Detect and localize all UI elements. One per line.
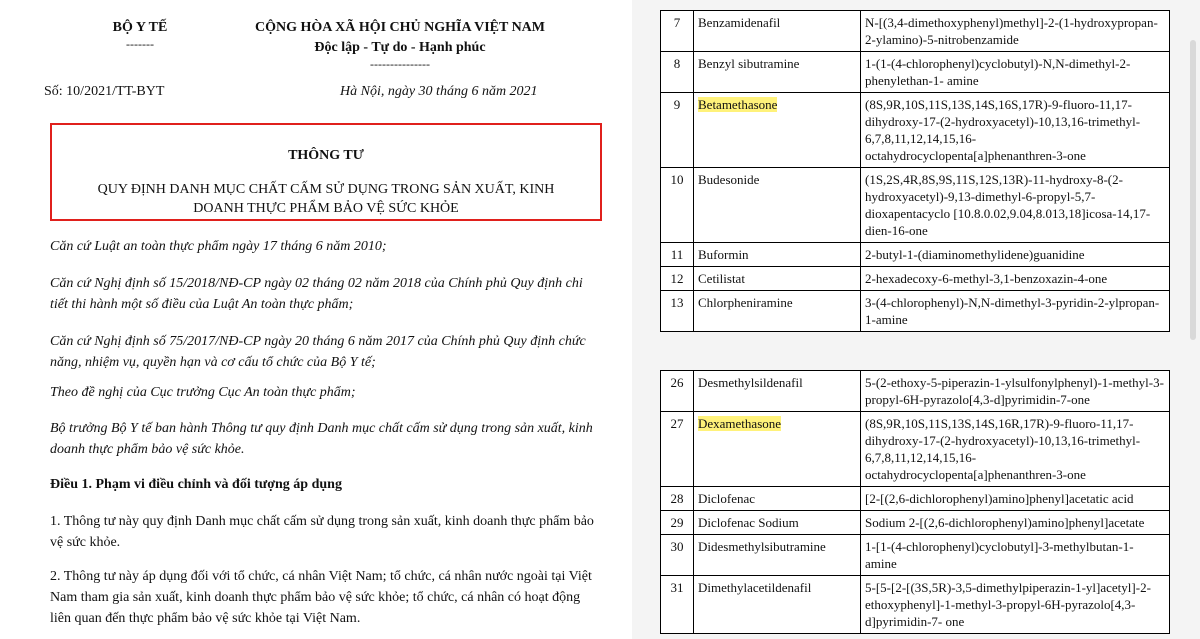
substance-name: Budesonide: [698, 172, 760, 187]
substance-name-cell: [694, 576, 861, 634]
row-number-cell: [661, 511, 694, 535]
substance-name: Diclofenac: [698, 491, 756, 506]
paragraph-legal-basis-3: Căn cứ Nghị định số 75/2017/NĐ-CP ngày 20 tháng 6 năm 2017 của Chính phủ Quy định chức năng, nhiệm vụ, quyền hạn và cơ cấu tổ chức của Bộ Y tế;: [50, 334, 586, 370]
table-row: [661, 576, 1170, 634]
substance-name-cell: [694, 412, 861, 487]
chemical-name-cell: [861, 11, 1170, 52]
row-number: 29: [670, 515, 684, 530]
row-number-cell: [661, 52, 694, 93]
chemical-name-cell: [861, 412, 1170, 487]
table-row: [661, 487, 1170, 511]
table-row: [661, 371, 1170, 412]
row-number: 31: [670, 580, 684, 595]
national-header: [220, 18, 580, 70]
substance-name: Cetilistat: [698, 271, 745, 286]
row-number-cell: [661, 11, 694, 52]
article-1-heading: Điều 1. Phạm vi điều chỉnh và đối tượng áp dụng: [50, 477, 342, 492]
motto: Độc lập - Tự do - Hạnh phúc: [314, 40, 486, 55]
row-number-cell: [661, 93, 694, 168]
chemical-name: 1-(1-(4-chlorophenyl)cyclobutyl)-N,N-dimethyl-2-phenylethan-1- amine: [865, 56, 1131, 88]
substance-name: Didesmethylsibutramine: [698, 539, 826, 554]
article-1-clause-1: 1. Thông tư này quy định Danh mục chất cấm sử dụng trong sản xuất, kinh doanh thực phẩm bảo vệ sức khỏe.: [50, 514, 594, 550]
chemical-name: 2-butyl-1-(diaminomethylidene)guanidine: [865, 247, 1085, 262]
ministry-name: BỘ Y TẾ: [112, 20, 168, 35]
ministry-separator: -------: [126, 37, 154, 51]
chemical-name-cell: [861, 511, 1170, 535]
row-number: 30: [670, 539, 684, 554]
row-number-cell: [661, 243, 694, 267]
paragraph-legal-basis-2: Căn cứ Nghị định số 15/2018/NĐ-CP ngày 02 tháng 02 năm 2018 của Chính phủ Quy định chi tiết thi hành một số điều của Luật An toàn thực phẩm;: [50, 276, 583, 312]
row-number-cell: [661, 535, 694, 576]
row-number: 7: [673, 15, 681, 30]
row-number: 11: [670, 247, 684, 262]
chemical-name: 5-(2-ethoxy-5-piperazin-1-ylsulfonylphenyl)-1-methyl-3-propyl-6H-pyrazolo[4,3-d]pyrimidin-7-one: [865, 375, 1164, 407]
substance-name: Betamethasone: [698, 97, 778, 112]
chemical-name: [2-[(2,6-dichlorophenyl)amino]phenyl]acetatic acid: [865, 491, 1134, 506]
row-number-cell: [661, 487, 694, 511]
row-number-cell: [661, 267, 694, 291]
scrollbar[interactable]: [1190, 40, 1196, 340]
substance-name-cell: [694, 168, 861, 243]
paragraph-legal-basis-1: Căn cứ Luật an toàn thực phẩm ngày 17 tháng 6 năm 2010;: [50, 239, 387, 254]
substance-table-panel: [632, 0, 1200, 639]
row-number: 13: [670, 295, 684, 310]
chemical-name-cell: [861, 291, 1170, 332]
table-row: [661, 243, 1170, 267]
substance-name: Diclofenac Sodium: [698, 515, 799, 530]
table-row: [661, 168, 1170, 243]
motto-separator: ---------------: [370, 57, 430, 71]
row-number-cell: [661, 291, 694, 332]
substance-name: Dimethylacetildenafil: [698, 580, 812, 595]
chemical-name-cell: [861, 576, 1170, 634]
row-number: 9: [673, 97, 681, 112]
document-title: THÔNG TƯ: [288, 148, 364, 163]
document-subtitle: QUY ĐỊNH DANH MỤC CHẤT CẤM SỬ DỤNG TRONG SẢN XUẤT, KINH DOANH THỰC PHẨM BẢO VỆ SỨC KHỎE: [97, 182, 555, 216]
table-row: [661, 52, 1170, 93]
substance-table-part-1: [660, 10, 1170, 332]
chemical-name-cell: [861, 267, 1170, 291]
substance-name: Benzyl sibutramine: [698, 56, 800, 71]
table-row: [661, 412, 1170, 487]
paragraph-issuance: Bộ trưởng Bộ Y tế ban hành Thông tư quy định Danh mục chất cấm sử dụng trong sản xuất, kinh doanh thực phẩm bảo vệ sức khỏe.: [50, 421, 593, 457]
table-row: [661, 267, 1170, 291]
chemical-name: N-[(3,4-dimethoxyphenyl)methyl]-2-(1-hydroxypropan-2-ylamino)-5-nitrobenzamide: [865, 15, 1158, 47]
table-row: [661, 511, 1170, 535]
title-box: [50, 123, 602, 221]
chemical-name-cell: [861, 52, 1170, 93]
chemical-name-cell: [861, 535, 1170, 576]
substance-name: Dexamethasone: [698, 416, 782, 431]
substance-name-cell: [694, 11, 861, 52]
row-number-cell: [661, 576, 694, 634]
row-number-cell: [661, 168, 694, 243]
substance-name-cell: [694, 243, 861, 267]
row-number: 10: [670, 172, 684, 187]
row-number-cell: [661, 412, 694, 487]
row-number-cell: [661, 371, 694, 412]
substance-name-cell: [694, 511, 861, 535]
substance-name-cell: [694, 535, 861, 576]
chemical-name-cell: [861, 93, 1170, 168]
chemical-name: 3-(4-chlorophenyl)-N,N-dimethyl-3-pyridin-2-ylpropan-1-amine: [865, 295, 1160, 327]
substance-table-part-2: [660, 370, 1170, 634]
chemical-name: Sodium 2-[(2,6-dichlorophenyl)amino]phenyl]acetate: [865, 515, 1145, 530]
article-1-clause-2: 2. Thông tư này áp dụng đối với tổ chức, cá nhân Việt Nam; tổ chức, cá nhân nước ngoài tại Việt Nam tham gia sản xuất, kinh doanh thực phẩm bảo vệ sức khỏe; tổ chức, cá nhân có hoạt động liên quan đến thực phẩm bảo vệ sức khỏe tại Việt Nam.: [50, 569, 592, 626]
substance-name-cell: [694, 291, 861, 332]
document-number: Số: 10/2021/TT-BYT: [44, 84, 165, 99]
chemical-name-cell: [861, 168, 1170, 243]
chemical-name-cell: [861, 371, 1170, 412]
paragraph-proposal: Theo đề nghị của Cục trưởng Cục An toàn thực phẩm;: [50, 385, 356, 400]
chemical-name: (8S,9R,10S,11S,13S,14S,16R,17R)-9-fluoro-11,17-dihydroxy-17-(2-hydroxyacetyl)-10,13,16-trimethyl-6,7,8,11,12,14,15,16-octahydrocyclopenta[a]phenanthren-3-one: [865, 416, 1141, 482]
chemical-name: 2-hexadecoxy-6-methyl-3,1-benzoxazin-4-one: [865, 271, 1108, 286]
chemical-name: (1S,2S,4R,8S,9S,11S,12S,13R)-11-hydroxy-8-(2-hydroxyacetyl)-9,13-dimethyl-6-propyl-5,7-dioxapentacyclo [10.8.0.02,9.04,8.013,18]icosa-14,17-dien-16-one: [865, 172, 1151, 238]
substance-name: Chlorpheniramine: [698, 295, 793, 310]
substance-name-cell: [694, 487, 861, 511]
substance-name-cell: [694, 267, 861, 291]
table-row: [661, 291, 1170, 332]
country-name: CỘNG HÒA XÃ HỘI CHỦ NGHĨA VIỆT NAM: [254, 20, 545, 35]
substance-name-cell: [694, 371, 861, 412]
row-number: 12: [670, 271, 684, 286]
row-number: 8: [673, 56, 681, 71]
chemical-name-cell: [861, 487, 1170, 511]
table-row: [661, 535, 1170, 576]
chemical-name-cell: [861, 243, 1170, 267]
table-row: [661, 93, 1170, 168]
substance-name-cell: [694, 93, 861, 168]
substance-name: Buformin: [698, 247, 749, 262]
chemical-name: 5-[5-[2-[(3S,5R)-3,5-dimethylpiperazin-1-yl]acetyl]-2-ethoxyphenyl]-1-methyl-3-propyl-6H-pyrazolo[4,3-d]pyrimidin-7- one: [865, 580, 1151, 629]
substance-name: Benzamidenafil: [698, 15, 781, 30]
row-number: 26: [670, 375, 684, 390]
substance-name-cell: [694, 52, 861, 93]
row-number: 28: [670, 491, 684, 506]
place-date: Hà Nội, ngày 30 tháng 6 năm 2021: [340, 84, 538, 99]
ministry-header: [60, 18, 220, 50]
chemical-name: (8S,9R,10S,11S,13S,14S,16S,17R)-9-fluoro-11,17-dihydroxy-17-(2-hydroxyacetyl)-10,13,16-trimethyl-6,7,8,11,12,14,15,16-octahydrocyclopenta[a]phenanthren-3-one: [865, 97, 1141, 163]
chemical-name: 1-[1-(4-chlorophenyl)cyclobutyl]-3-methylbutan-1-amine: [865, 539, 1134, 571]
table-row: [661, 11, 1170, 52]
row-number: 27: [670, 416, 684, 431]
substance-name: Desmethylsildenafil: [698, 375, 803, 390]
